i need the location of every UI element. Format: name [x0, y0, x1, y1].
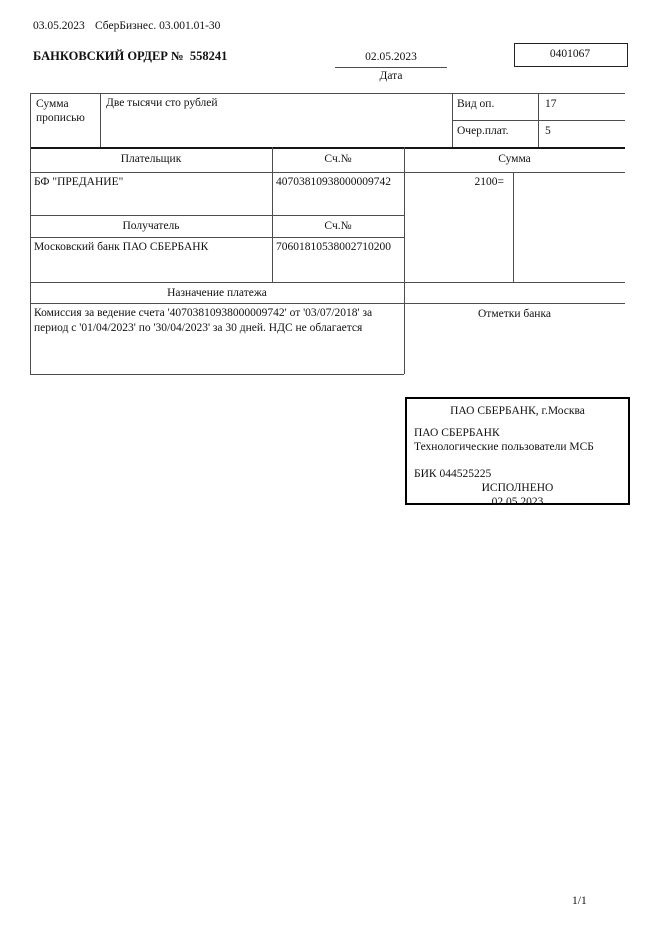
- grid-line: [538, 93, 539, 147]
- stamp-bank-name: ПАО СБЕРБАНК: [414, 427, 500, 439]
- document-title: [33, 49, 227, 63]
- grid-line: [30, 172, 625, 173]
- bank-marks-header: Отметки банка: [478, 308, 551, 320]
- payment-priority-label: Очер.плат.: [457, 125, 509, 137]
- grid-line: [100, 93, 101, 147]
- purpose-text: Комиссия за ведение счета '40703810938000009742' от '03/07/2018' за период с '01/04/2023' по '30/04/2023' за 30 дней. НДС не облагается: [34, 307, 373, 334]
- amount-in-words-value: Две тысячи сто рублей: [106, 97, 218, 109]
- recipient-account: 70601810538002710200: [276, 241, 391, 253]
- amount-value: 2100=: [474, 176, 504, 188]
- payer-account: 40703810938000009742: [276, 176, 391, 188]
- payer-account-header: Сч.№: [324, 153, 352, 165]
- stamp-date: 02.05.2023: [491, 496, 544, 508]
- stamp-bank-city: ПАО СБЕРБАНК, г.Москва: [450, 405, 585, 417]
- stamp-users-line: Технологические пользователи МСБ: [414, 441, 594, 453]
- stamp-bik: БИК 044525225: [414, 468, 492, 480]
- system-version-label: СберБизнес. 03.001.01-30: [95, 20, 221, 32]
- payer-name: БФ "ПРЕДАНИЕ": [34, 176, 124, 188]
- form-code-box: [514, 43, 628, 67]
- order-number: 558241: [189, 49, 228, 63]
- grid-line: [30, 93, 31, 374]
- grid-line: [30, 374, 404, 375]
- document-title-text: БАНКОВСКИЙ ОРДЕР №: [33, 49, 184, 63]
- recipient-name: Московский банк ПАО СБЕРБАНК: [34, 241, 209, 253]
- order-date-label: Дата: [379, 70, 403, 82]
- stamp-status: ИСПОЛНЕНО: [481, 482, 554, 494]
- grid-line: [513, 172, 514, 282]
- order-date-value: 02.05.2023: [365, 51, 417, 63]
- print-date: 03.05.2023: [33, 20, 85, 32]
- page-number: 1/1: [572, 895, 587, 907]
- form-code-value: 0401067: [549, 48, 591, 60]
- purpose-header: Назначение платежа: [167, 287, 267, 299]
- grid-line: [30, 215, 404, 216]
- grid-line: [452, 93, 453, 147]
- grid-line: [30, 93, 625, 94]
- bank-stamp-box: [405, 397, 630, 508]
- order-date-underline: [335, 67, 447, 68]
- grid-line: [272, 147, 273, 282]
- grid-line: [30, 147, 625, 149]
- operation-type-value: 17: [545, 98, 557, 110]
- recipient-header: Получатель: [122, 220, 180, 232]
- recipient-account-header: Сч.№: [324, 220, 352, 232]
- amount-header: Сумма: [498, 153, 531, 165]
- payment-priority-value: 5: [545, 125, 551, 137]
- grid-line: [30, 237, 404, 238]
- grid-line: [30, 282, 625, 283]
- payer-header: Плательщик: [120, 153, 182, 165]
- grid-line: [30, 303, 625, 304]
- operation-type-label: Вид оп.: [457, 98, 495, 110]
- amount-in-words-label: Сумма прописью: [36, 98, 85, 124]
